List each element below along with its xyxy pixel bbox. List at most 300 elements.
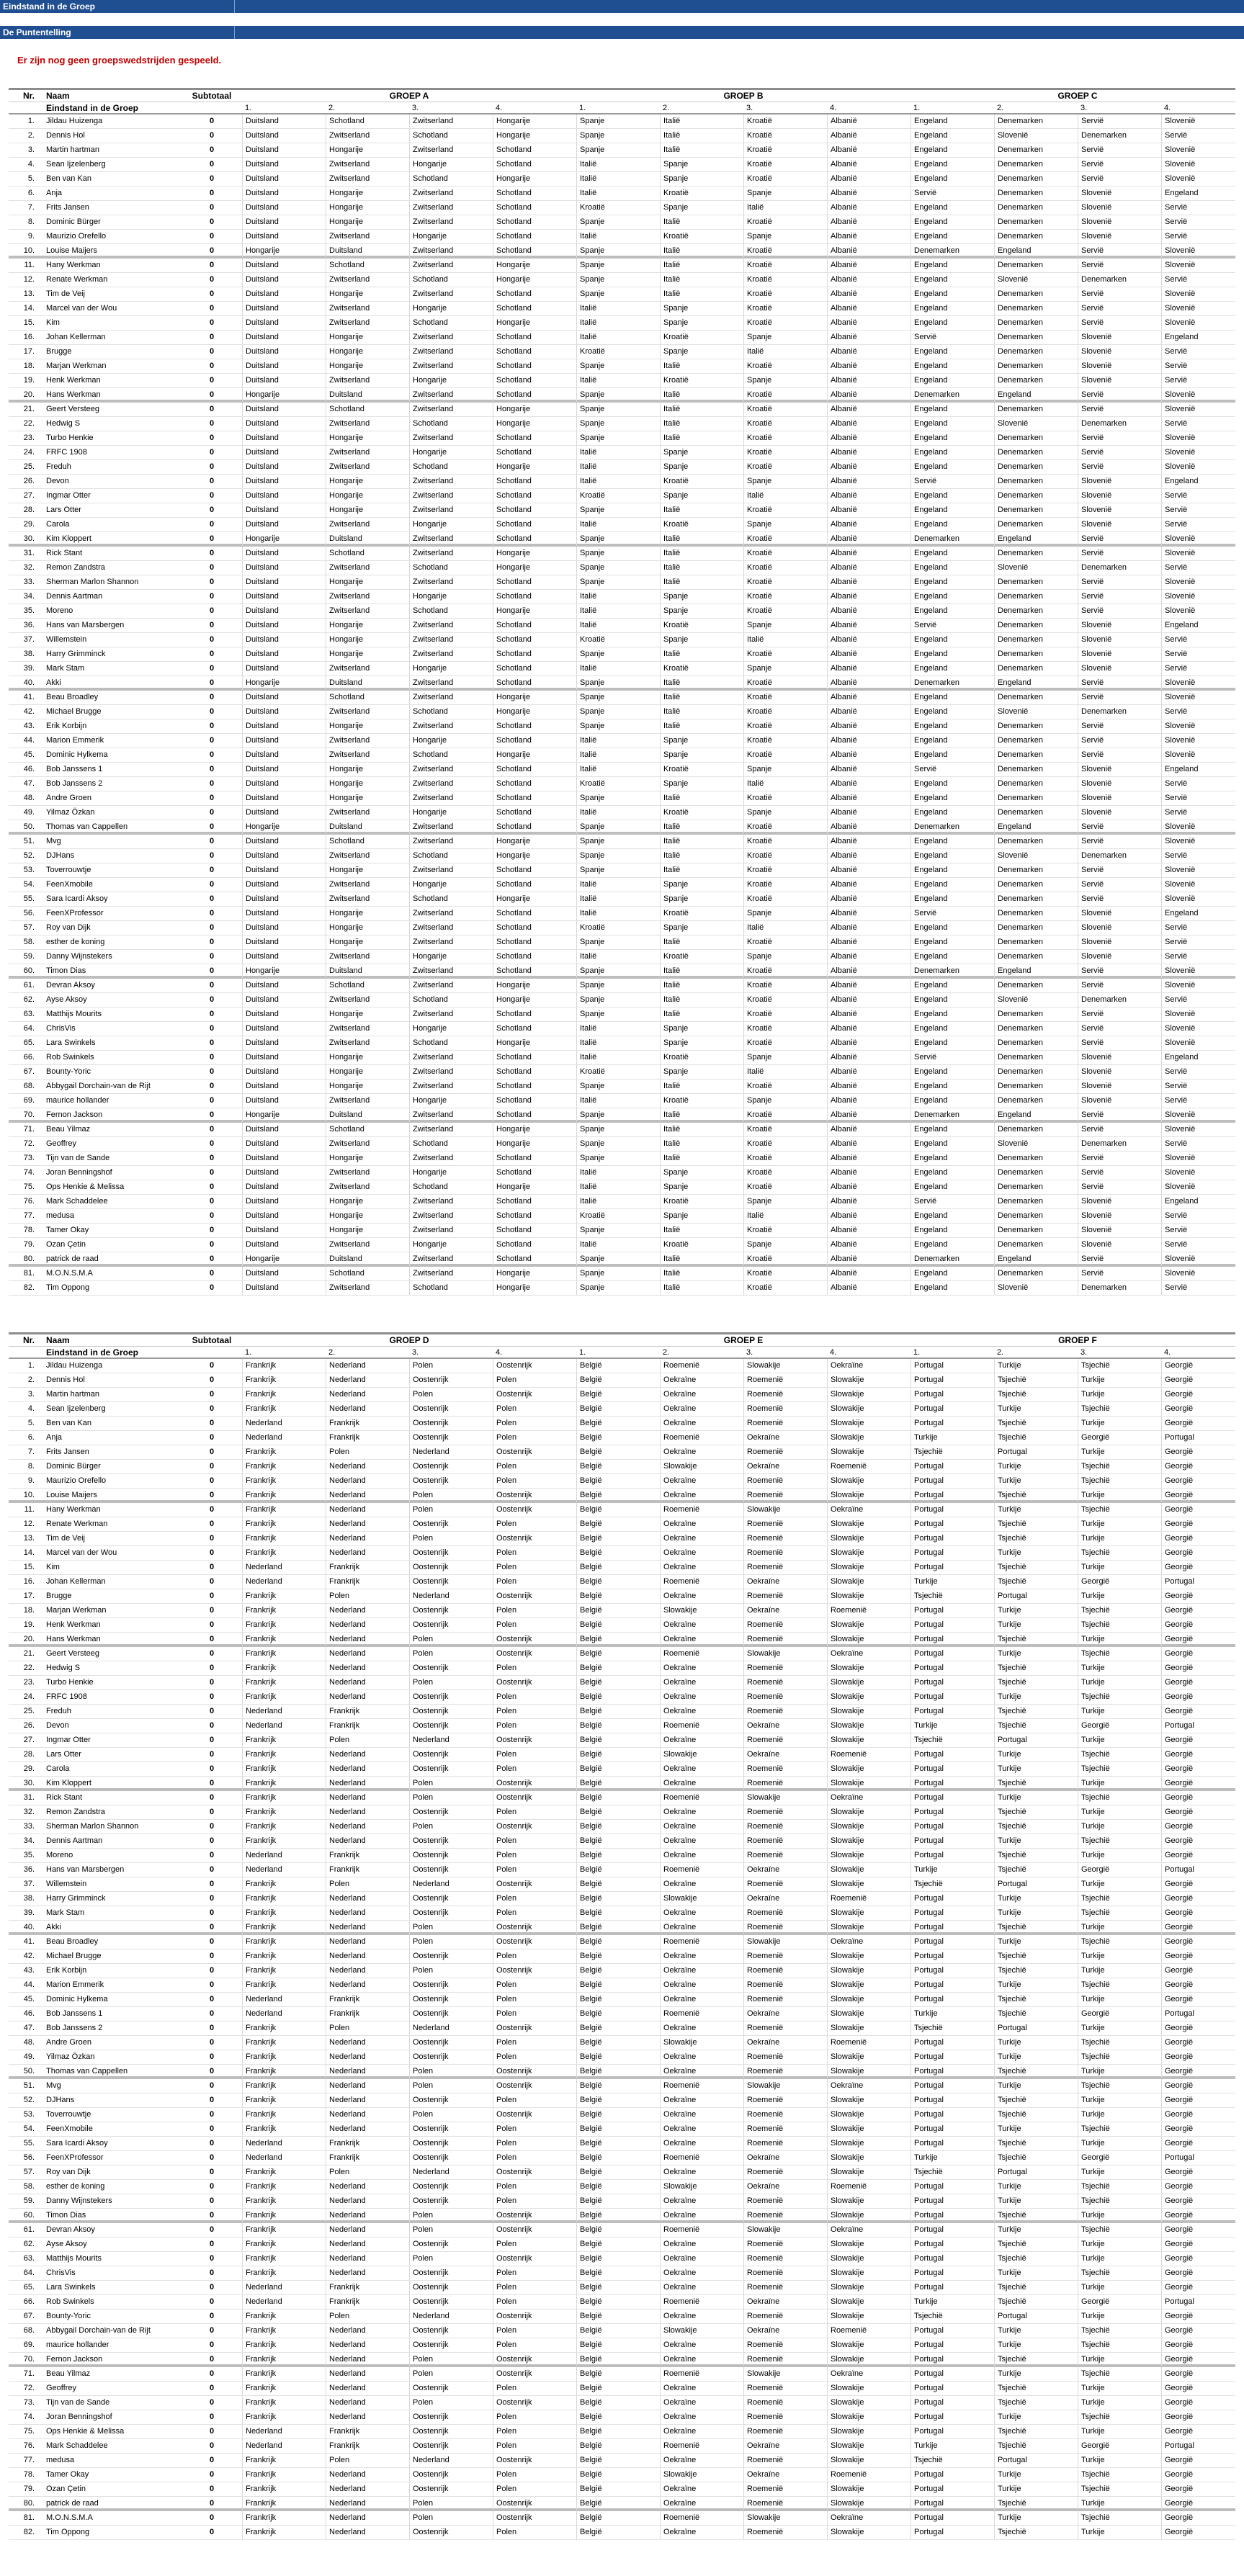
- group-pick: Albanië: [827, 1080, 895, 1093]
- table-row: [9, 1532, 1235, 1546]
- group-pick: België: [576, 1978, 644, 1992]
- group-pick: Roemenië: [743, 2410, 811, 2424]
- participant-name: Devran Aksoy: [46, 981, 95, 989]
- subtotal-value: 0: [209, 664, 215, 673]
- group-pick: Hongarije: [242, 1252, 310, 1266]
- group-pick: Polen: [409, 2367, 477, 2381]
- group-pick: Spanje: [576, 215, 644, 229]
- group-pick: Frankrijk: [242, 2050, 310, 2064]
- group-pick: Schotland: [409, 172, 477, 186]
- group-pick: Frankrijk: [242, 1460, 310, 1473]
- group-pick: Hongarije: [326, 475, 393, 488]
- subtotal-value: 0: [209, 477, 215, 485]
- participant-name: Thomas van Cappellen: [46, 822, 128, 831]
- group-pick: Italië: [576, 619, 644, 632]
- group-pick: Spanje: [576, 849, 644, 863]
- group-pick: Polen: [493, 1604, 560, 1617]
- group-pick: Oostenrijk: [409, 1762, 477, 1776]
- row-number: 66.: [23, 2297, 35, 2306]
- participant-name: Maurizio Orefello: [46, 232, 107, 241]
- group-pick: Duitsland: [242, 633, 310, 647]
- group-pick: Spanje: [743, 763, 811, 776]
- group-pick: Nederland: [326, 1820, 393, 1834]
- subtotal-value: 0: [209, 1197, 215, 1206]
- group-pick: België: [576, 2021, 644, 2035]
- group-pick: Polen: [409, 1503, 477, 1517]
- group-pick: Nederland: [326, 2093, 393, 2107]
- group-pick: Hongarije: [326, 143, 393, 157]
- group-pick: Turkije: [910, 2439, 978, 2453]
- participant-name: Sara Icardi Aksoy: [46, 894, 108, 903]
- group-pick: België: [576, 1373, 644, 1387]
- group-pick: Italië: [660, 835, 728, 848]
- group-pick: Oekraïne: [660, 1589, 728, 1603]
- group-pick: Schotland: [493, 1238, 560, 1252]
- group-pick: Hongarije: [326, 1209, 393, 1223]
- group-pick: Roemenië: [743, 2108, 811, 2122]
- group-pick: Zwitserland: [326, 1094, 393, 1108]
- group-pick: Roemenië: [743, 2454, 811, 2467]
- group-pick: Roemenië: [743, 1388, 811, 1401]
- table-row: [9, 791, 1235, 806]
- group-pick: België: [576, 2194, 644, 2208]
- group-pick: Oekraïne: [660, 1921, 728, 1934]
- header-naam: Naam: [46, 1335, 70, 1345]
- group-pick: Portugal: [1161, 1719, 1229, 1733]
- group-pick: Oekraïne: [660, 2166, 728, 2179]
- group-pick: Servië: [1161, 273, 1229, 287]
- participant-name: Dennis Hol: [46, 1375, 85, 1384]
- group-pick: Nederland: [326, 2367, 393, 2381]
- group-pick: Spanje: [660, 777, 728, 791]
- row-number: 75.: [23, 2427, 35, 2436]
- group-pick: Denemarken: [994, 719, 1062, 733]
- table-row: [9, 676, 1235, 691]
- group-pick: Slovenië: [994, 561, 1062, 575]
- group-pick: Kroatië: [660, 230, 728, 243]
- position-label: 2.: [663, 1348, 670, 1357]
- group-pick: Frankrijk: [242, 1791, 310, 1805]
- group-pick: Spanje: [743, 187, 811, 200]
- group-pick: Slowakije: [743, 2079, 811, 2093]
- group-pick: Slowakije: [827, 1546, 895, 1560]
- group-pick: Polen: [493, 1762, 560, 1776]
- row-number: 79.: [23, 2485, 35, 2493]
- group-pick: Engeland: [910, 849, 978, 863]
- group-pick: Servië: [910, 187, 978, 200]
- group-pick: Engeland: [910, 417, 978, 431]
- group-pick: Schotland: [409, 129, 477, 143]
- group-pick: Albanië: [827, 691, 895, 704]
- group-pick: Kroatië: [660, 187, 728, 200]
- group-pick: Duitsland: [242, 806, 310, 820]
- group-pick: Roemenië: [743, 1762, 811, 1776]
- group-pick: Spanje: [576, 719, 644, 733]
- group-pick: Denemarken: [994, 316, 1062, 330]
- group-pick: Servië: [1078, 115, 1145, 128]
- group-pick: Tsjechië: [994, 1661, 1062, 1675]
- group-pick: Kroatië: [743, 964, 811, 978]
- group-pick: Frankrijk: [326, 1849, 393, 1862]
- group-pick: Portugal: [910, 2238, 978, 2251]
- group-pick: Albanië: [827, 820, 895, 834]
- participant-name: M.O.N.S.M.A: [46, 1269, 93, 1278]
- group-pick: Polen: [326, 2454, 393, 2467]
- group-pick: Slowakije: [827, 1445, 895, 1459]
- group-pick: Spanje: [576, 273, 644, 287]
- group-pick: Italië: [576, 590, 644, 603]
- group-pick: Frankrijk: [242, 2497, 310, 2510]
- group-pick: Hongarije: [493, 417, 560, 431]
- group-pick: Slovenië: [1161, 590, 1229, 603]
- subtotal-value: 0: [209, 1067, 215, 1076]
- participant-name: Henk Werkman: [46, 1620, 101, 1629]
- group-pick: Engeland: [994, 964, 1062, 978]
- group-pick: Albanië: [827, 705, 895, 719]
- group-pick: Servië: [1161, 935, 1229, 949]
- group-pick: Zwitserland: [409, 921, 477, 935]
- participant-name: Danny Wijnstekers: [46, 952, 112, 961]
- subtotal-value: 0: [209, 520, 215, 529]
- group-pick: Tsjechië: [994, 2295, 1062, 2309]
- subtotal-value: 0: [209, 1822, 215, 1831]
- group-pick: Servië: [1161, 518, 1229, 531]
- participant-name: Andre Groen: [46, 794, 91, 802]
- group-pick: Denemarken: [910, 532, 978, 546]
- group-pick: Zwitserland: [409, 979, 477, 992]
- row-number: 4.: [27, 1404, 35, 1413]
- group-pick: Oostenrijk: [409, 1561, 477, 1574]
- group-pick: Portugal: [1161, 2151, 1229, 2165]
- group-pick: Roemenië: [743, 2382, 811, 2395]
- group-pick: België: [576, 1618, 644, 1632]
- group-pick: Zwitserland: [326, 878, 393, 892]
- group-pick: Zwitserland: [409, 1195, 477, 1208]
- group-pick: Albanië: [827, 878, 895, 892]
- group-pick: Schotland: [493, 1065, 560, 1079]
- group-pick: Albanië: [827, 503, 895, 517]
- group-pick: Servië: [1078, 892, 1145, 906]
- group-pick: Tsjechië: [994, 1388, 1062, 1401]
- group-pick: Frankrijk: [242, 1762, 310, 1776]
- group-pick: Hongarije: [409, 734, 477, 748]
- group-pick: België: [576, 2108, 644, 2122]
- group-pick: Denemarken: [994, 259, 1062, 272]
- group-pick: Servië: [1161, 230, 1229, 243]
- group-pick: Spanje: [576, 143, 644, 157]
- group-pick: Engeland: [910, 748, 978, 762]
- row-number: 35.: [23, 1851, 35, 1859]
- group-pick: België: [576, 2367, 644, 2381]
- group-pick: Schotland: [493, 475, 560, 488]
- group-pick: Kroatië: [576, 1065, 644, 1079]
- row-number: 10.: [23, 246, 35, 255]
- group-pick: Portugal: [910, 2338, 978, 2352]
- group-pick: Oostenrijk: [493, 2396, 560, 2410]
- group-pick: Spanje: [743, 374, 811, 387]
- group-pick: Denemarken: [994, 1152, 1062, 1165]
- group-pick: Servië: [1161, 201, 1229, 215]
- group-pick: Albanië: [827, 417, 895, 431]
- group-pick: Hongarije: [493, 1281, 560, 1295]
- row-number: 67.: [23, 1067, 35, 1076]
- table-row: [9, 1108, 1235, 1123]
- group-pick: Schotland: [409, 604, 477, 618]
- group-pick: Turkije: [994, 1474, 1062, 1488]
- table-row: [9, 806, 1235, 820]
- participant-name: medusa: [46, 2456, 75, 2464]
- group-pick: Oostenrijk: [493, 2209, 560, 2222]
- group-pick: Schotland: [493, 302, 560, 315]
- participant-name: FeenXmobile: [46, 880, 93, 889]
- group-pick: Duitsland: [242, 345, 310, 359]
- group-pick: Engeland: [1161, 331, 1229, 344]
- group-pick: Tsjechië: [1078, 1762, 1145, 1776]
- group-pick: Oekraïne: [827, 1647, 895, 1661]
- group-pick: Oostenrijk: [493, 1676, 560, 1689]
- participant-name: Lara Swinkels: [46, 1038, 96, 1047]
- group-pick: Engeland: [910, 1281, 978, 1295]
- group-pick: Kroatië: [576, 489, 644, 503]
- participant-name: Mvg: [46, 2081, 61, 2090]
- group-pick: Servië: [1161, 215, 1229, 229]
- subtotal-value: 0: [209, 2139, 215, 2148]
- group-pick: Spanje: [576, 115, 644, 128]
- row-number: 24.: [23, 1692, 35, 1701]
- table-row: [9, 215, 1235, 230]
- group-pick: Servië: [1161, 1137, 1229, 1151]
- group-pick: Oekraïne: [660, 2252, 728, 2266]
- participant-name: Renate Werkman: [46, 275, 108, 284]
- group-pick: Engeland: [910, 662, 978, 676]
- group-pick: België: [576, 1935, 644, 1949]
- group-pick: Tsjechië: [994, 2137, 1062, 2150]
- row-number: 59.: [23, 2196, 35, 2205]
- group-pick: Tsjechië: [1078, 1748, 1145, 1762]
- group-pick: Nederland: [326, 1762, 393, 1776]
- group-pick: Roemenië: [743, 1517, 811, 1531]
- subtotal-value: 0: [209, 1836, 215, 1845]
- group-pick: Nederland: [242, 1849, 310, 1862]
- group-pick: Denemarken: [994, 892, 1062, 906]
- group-pick: Hongarije: [493, 849, 560, 863]
- group-pick: Nederland: [326, 2036, 393, 2050]
- group-pick: Engeland: [910, 705, 978, 719]
- group-pick: Frankrijk: [242, 1633, 310, 1646]
- group-pick: Engeland: [910, 892, 978, 906]
- group-pick: Frankrijk: [242, 2166, 310, 2179]
- group-pick: Turkije: [1078, 2108, 1145, 2122]
- group-pick: Albanië: [827, 993, 895, 1007]
- group-pick: Servië: [1161, 921, 1229, 935]
- subtotal-value: 0: [209, 160, 215, 169]
- group-pick: Kroatië: [660, 1094, 728, 1108]
- group-pick: Albanië: [827, 460, 895, 474]
- group-pick: Albanië: [827, 259, 895, 272]
- group-pick: Kroatië: [660, 1051, 728, 1064]
- subtotal-value: 0: [209, 1404, 215, 1413]
- participant-name: Rick Stant: [46, 1793, 83, 1802]
- group-pick: Turkije: [1078, 2137, 1145, 2150]
- row-number: 28.: [23, 506, 35, 514]
- table-row: [9, 2295, 1235, 2310]
- row-number: 27.: [23, 491, 35, 500]
- group-pick: Roemenië: [743, 1921, 811, 1934]
- group-pick: Hongarije: [493, 892, 560, 906]
- group-pick: Albanië: [827, 1180, 895, 1194]
- group-pick: Polen: [409, 1921, 477, 1934]
- group-pick: Schotland: [409, 1036, 477, 1050]
- row-number: 31.: [23, 1793, 35, 1802]
- group-pick: Albanië: [827, 935, 895, 949]
- participant-name: esther de koning: [46, 938, 105, 946]
- group-pick: Roemenië: [743, 1417, 811, 1430]
- participant-name: Sherman Marlon Shannon: [46, 578, 139, 586]
- participant-name: Hans Werkman: [46, 1635, 101, 1643]
- position-label: 1.: [579, 104, 586, 112]
- group-pick: Oostenrijk: [409, 1431, 477, 1445]
- subtotal-value: 0: [209, 1082, 215, 1090]
- table-row: [9, 849, 1235, 863]
- subtotal-value: 0: [209, 822, 215, 831]
- group-pick: Italië: [660, 705, 728, 719]
- subtotal-value: 0: [209, 1505, 215, 1514]
- row-number: 64.: [23, 2268, 35, 2277]
- group-pick: Polen: [493, 2526, 560, 2539]
- group-pick: Albanië: [827, 518, 895, 531]
- row-number: 51.: [23, 837, 35, 845]
- group-pick: Georgië: [1161, 1849, 1229, 1862]
- group-pick: Denemarken: [1078, 705, 1145, 719]
- group-pick: Engeland: [910, 950, 978, 964]
- group-pick: België: [576, 1388, 644, 1401]
- group-pick: Hongarije: [493, 705, 560, 719]
- group-pick: Portugal: [1161, 1575, 1229, 1589]
- group-pick: Denemarken: [994, 907, 1062, 920]
- table-row: [9, 1417, 1235, 1431]
- group-pick: Portugal: [910, 1978, 978, 1992]
- row-number: 23.: [23, 1678, 35, 1687]
- table-row: [9, 417, 1235, 431]
- group-pick: Servië: [1078, 403, 1145, 416]
- group-pick: Tsjechië: [1078, 2511, 1145, 2525]
- subtotal-value: 0: [209, 1390, 215, 1399]
- table-row: [9, 2007, 1235, 2021]
- group-pick: Oostenrijk: [409, 2238, 477, 2251]
- subtotal-value: 0: [209, 2470, 215, 2479]
- row-number: 15.: [23, 1563, 35, 1571]
- subtotal-value: 0: [209, 1419, 215, 1427]
- group-pick: Frankrijk: [242, 1474, 310, 1488]
- group-pick: Kroatië: [743, 1108, 811, 1122]
- group-pick: Slovenië: [1161, 431, 1229, 445]
- group-pick: Polen: [409, 2252, 477, 2266]
- row-number: 63.: [23, 2254, 35, 2263]
- group-pick: Portugal: [910, 1489, 978, 1502]
- group-pick: Roemenië: [827, 2324, 895, 2338]
- row-number: 53.: [23, 2110, 35, 2119]
- subtotal-value: 0: [209, 693, 215, 701]
- subtotal-value: 0: [209, 1620, 215, 1629]
- group-pick: Slowakije: [827, 2526, 895, 2539]
- group-pick: Duitsland: [242, 1065, 310, 1079]
- group-pick: Albanië: [827, 187, 895, 200]
- position-label: 4.: [1164, 1348, 1171, 1357]
- group-pick: Oekraïne: [660, 2338, 728, 2352]
- group-pick: Servië: [1078, 734, 1145, 748]
- row-number: 3.: [27, 145, 35, 154]
- group-pick: Kroatië: [743, 1007, 811, 1021]
- group-pick: België: [576, 1993, 644, 2006]
- group-pick: Duitsland: [242, 287, 310, 301]
- group-pick: Turkije: [994, 1647, 1062, 1661]
- group-pick: Engeland: [910, 115, 978, 128]
- group-pick: Slovenië: [1078, 230, 1145, 243]
- group-pick: Albanië: [827, 1195, 895, 1208]
- group-pick: Servië: [1161, 705, 1229, 719]
- table-row: [9, 2382, 1235, 2396]
- group-pick: Slowakije: [827, 1863, 895, 1877]
- row-number: 43.: [23, 722, 35, 730]
- group-pick: Nederland: [326, 1474, 393, 1488]
- group-pick: Roemenië: [743, 2209, 811, 2222]
- group-pick: Nederland: [326, 2511, 393, 2525]
- table-row: [9, 489, 1235, 503]
- subtotal-value: 0: [209, 851, 215, 860]
- group-pick: Oekraïne: [660, 1532, 728, 1545]
- group-pick: Frankrijk: [242, 1676, 310, 1689]
- table-row: [9, 1474, 1235, 1489]
- group-pick: Slowakije: [743, 1503, 811, 1517]
- group-pick: Engeland: [1161, 907, 1229, 920]
- table-row: [9, 287, 1235, 302]
- group-pick: Denemarken: [1078, 849, 1145, 863]
- group-pick: België: [576, 1474, 644, 1488]
- group-pick: Roemenië: [827, 2468, 895, 2482]
- table-row: [9, 2021, 1235, 2036]
- participant-name: Joran Benningshof: [46, 2413, 112, 2421]
- group-pick: Turkije: [994, 1503, 1062, 1517]
- group-pick: Oostenrijk: [409, 2266, 477, 2280]
- group-pick: Duitsland: [242, 1180, 310, 1194]
- group-pick: Zwitserland: [326, 1281, 393, 1295]
- participant-name: Toverrouwtje: [46, 866, 91, 874]
- group-pick: Portugal: [910, 2050, 978, 2064]
- group-pick: Slowakije: [660, 1892, 728, 1906]
- group-pick: Albanië: [827, 388, 895, 402]
- group-pick: Frankrijk: [242, 1618, 310, 1632]
- subtotal-value: 0: [209, 304, 215, 313]
- group-pick: Zwitserland: [409, 835, 477, 848]
- group-pick: Zwitserland: [409, 907, 477, 920]
- group-pick: Polen: [409, 1935, 477, 1949]
- row-number: 65.: [23, 1038, 35, 1047]
- group-pick: Polen: [493, 1805, 560, 1819]
- group-pick: Hongarije: [493, 403, 560, 416]
- group-pick: Spanje: [576, 503, 644, 517]
- group-pick: Turkije: [994, 2122, 1062, 2136]
- group-pick: Portugal: [910, 1921, 978, 1934]
- group-pick: Hongarije: [493, 460, 560, 474]
- group-pick: Engeland: [910, 1267, 978, 1280]
- group-pick: Denemarken: [994, 950, 1062, 964]
- table-row: [9, 2410, 1235, 2425]
- position-label: 2.: [328, 1348, 336, 1357]
- row-number: 71.: [23, 2369, 35, 2378]
- participant-name: Brugge: [46, 1592, 72, 1600]
- group-pick: Georgië: [1161, 2511, 1229, 2525]
- subtotal-value: 0: [209, 347, 215, 356]
